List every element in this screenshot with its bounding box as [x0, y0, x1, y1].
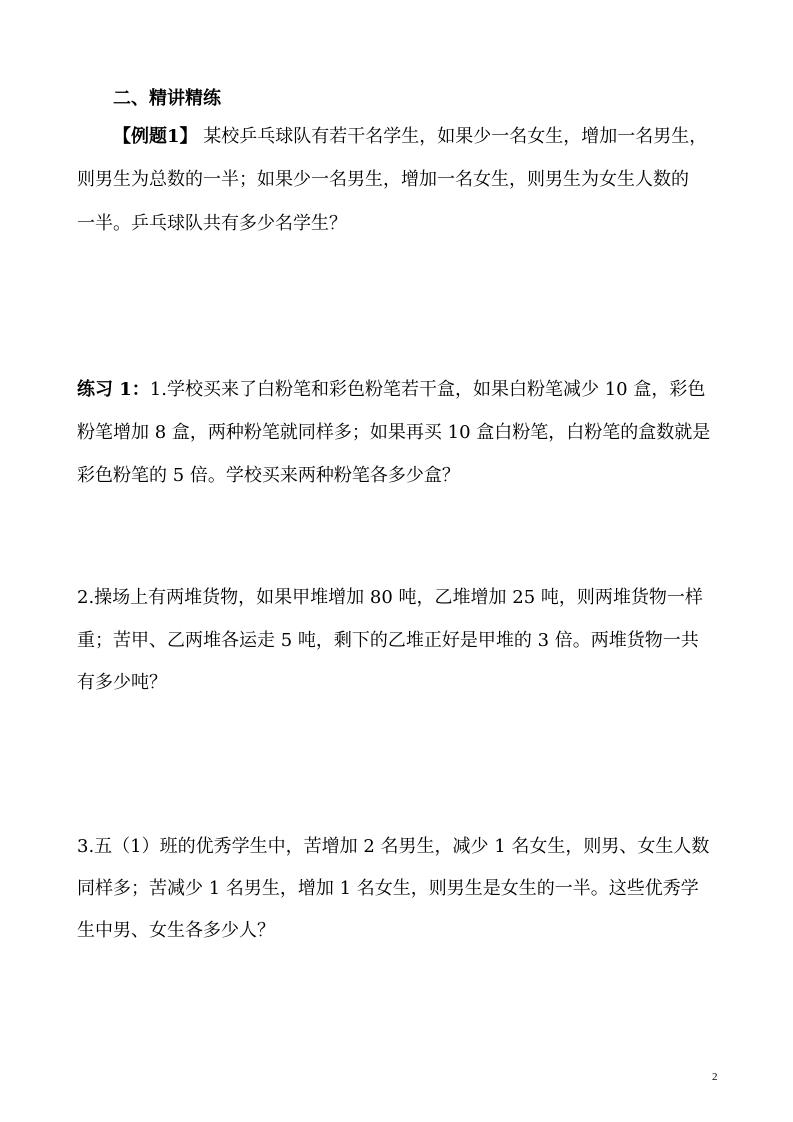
exercise-1-q1-line-2: 粉笔增加 8 盒，两种粉笔就同样多；如果再买 10 盒白粉笔，白粉笔的盒数就是 [77, 422, 711, 443]
exercise-1-q2-line-3: 有多少吨？ [77, 672, 167, 693]
exercise-1-q1-line-1 [77, 378, 705, 402]
exercise-1-q1-line-3: 彩色粉笔的 5 倍。学校买来两种粉笔各多少盒？ [77, 465, 460, 486]
example-1-line-1 [113, 125, 707, 149]
exercise-1-label: 练习 1： [77, 379, 150, 400]
exercise-1-q1-text-1: 1.学校买来了白粉笔和彩色粉笔若干盒，如果白粉笔减少 10 盒，彩色 [149, 379, 706, 400]
example-1-text-1: 某校乒乓球队有若干名学生，如果少一名女生，增加一名男生， [197, 126, 708, 147]
exercise-1-q2-line-2: 重；苦甲、乙两堆各运走 5 吨，剩下的乙堆正好是甲堆的 3 倍。两堆货物一共 [77, 630, 699, 651]
exercise-1-q2-line-1: 2.操场上有两堆货物，如果甲堆增加 80 吨，乙堆增加 25 吨，则两堆货物一样 [77, 587, 703, 608]
example-1-label: 【例题1】 [113, 126, 198, 147]
page-number: 2 [712, 1071, 718, 1083]
section-title: 二、精讲精练 [113, 88, 221, 109]
example-1-line-2: 则男生为总数的一半；如果少一名男生，增加一名女生，则男生为女生人数的 [77, 169, 689, 190]
exercise-1-q3-line-1: 3.五（1）班的优秀学生中，苦增加 2 名男生，减少 1 名女生，则男、女生人数 [77, 836, 710, 857]
exercise-1-q3-line-3: 生中男、女生各多少人？ [77, 920, 275, 941]
example-1-line-3: 一半。乒乓球队共有多少名学生？ [77, 213, 347, 234]
exercise-1-q3-line-2: 同样多；苦减少 1 名男生，增加 1 名女生，则男生是女生的一半。这些优秀学 [77, 878, 699, 899]
